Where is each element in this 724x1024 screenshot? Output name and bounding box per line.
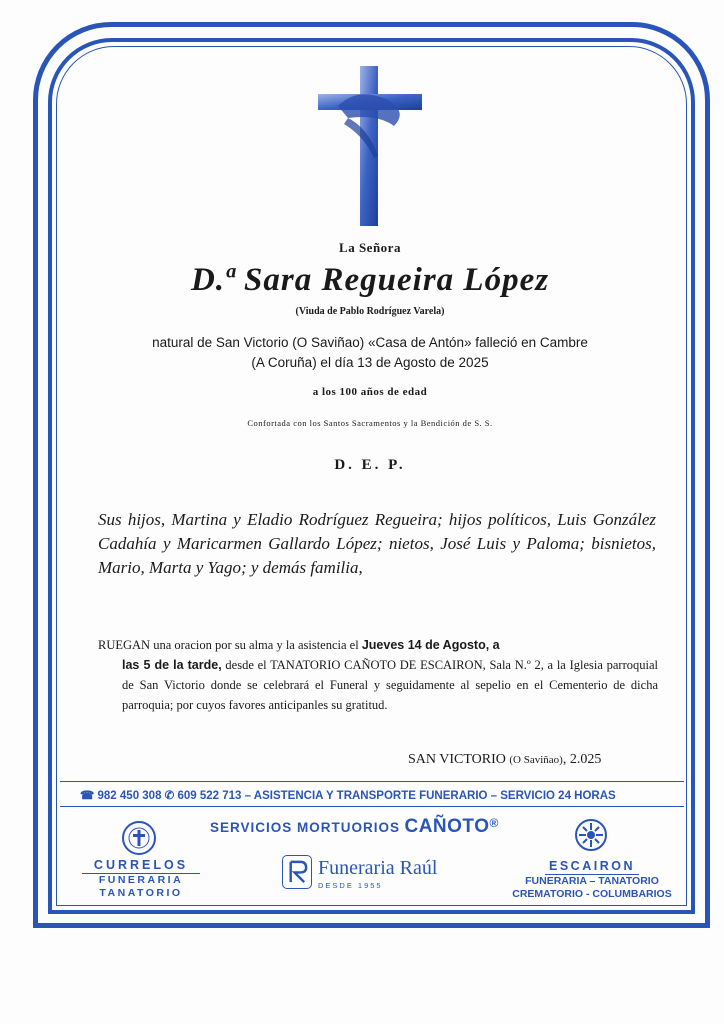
dep: D. E. P. xyxy=(334,457,406,473)
servicios-banner xyxy=(210,816,498,838)
firma-year: , 2.025 xyxy=(562,752,602,767)
deceased-name: D.ª Sara Regueira López xyxy=(190,262,550,298)
origin-line-1: natural de San Victorio (O Saviñao) «Casa de Antón» falleció en Cambre xyxy=(152,335,588,350)
signature-place xyxy=(408,752,601,768)
ruegan-text-2: desde el TANATORIO CAÑOTO DE ESCAIRON, Sala N.º 2, a la Iglesia parroquial de San Victorio donde se celebrará el Funeral y seguidamente al sepelio en el Cementerio de dicha parroquia; por cuyos favores anticipanles su gratitud. xyxy=(122,658,658,712)
escairon-line-1: FUNERARIA – TANATORIO xyxy=(525,875,659,887)
raul-emblem-icon xyxy=(282,855,312,889)
escairon-line-2: CREMATORIO - COLUMBARIOS xyxy=(512,888,672,900)
raul-title: Funeraria Raúl xyxy=(318,857,438,879)
currelos-block xyxy=(82,858,200,900)
registered-mark: ® xyxy=(489,816,499,830)
footer-top-line xyxy=(60,781,684,782)
firma-sub: (O Saviñao) xyxy=(509,754,563,766)
ruegan-time: las 5 de la tarde, xyxy=(122,658,222,672)
ruegan-rest xyxy=(98,655,658,715)
family-paragraph: Sus hijos, Martina y Eladio Rodríguez Regueira; hijos políticos, Luis González Cadahía y Maricarmen Gallardo López; nietos, José Luis y Paloma; bisnietos, Mario, Marta y Yago; y demás familia, xyxy=(98,510,656,577)
sacraments-line: Confortada con los Santos Sacramentos y la Bendición de S. S. xyxy=(247,418,493,428)
servicios-label: SERVICIOS MORTUORIOS xyxy=(210,820,401,835)
currelos-seal-icon xyxy=(117,820,161,856)
currelos-title: CURRELOS xyxy=(82,858,200,874)
phones-line: ☎ 982 450 308 ✆ 609 522 713 – ASISTENCIA Y TRANSPORTE FUNERARIO – SERVICIO 24 HORAS xyxy=(80,790,616,802)
ruegan-paragraph xyxy=(98,635,658,715)
footer-mid-line xyxy=(60,806,684,807)
escairon-block xyxy=(502,857,682,901)
brand-name: CAÑOTO xyxy=(404,816,490,837)
ruegan-date: Jueves 14 de Agosto, a xyxy=(361,638,500,652)
age-line: a los 100 años de edad xyxy=(312,386,428,398)
origin-text xyxy=(60,333,680,373)
origin-line-2: (A Coruña) el día 13 de Agosto de 2025 xyxy=(251,355,489,370)
raul-since: DESDE 1955 xyxy=(318,881,383,890)
currelos-line-2: TANATORIO xyxy=(99,887,183,899)
escairon-title: ESCAIRON xyxy=(545,859,639,875)
escairon-seal-icon xyxy=(574,818,608,852)
funeraria-raul-logo xyxy=(282,855,442,891)
firma-place: SAN VICTORIO xyxy=(408,752,506,767)
ruegan-lead: RUEGAN xyxy=(98,638,151,652)
widow-line: (Viuda de Pablo Rodríguez Varela) xyxy=(295,306,445,317)
cross-icon xyxy=(318,66,422,230)
currelos-line-1: FUNERARIA xyxy=(98,874,184,886)
ruegan-text-1: una oracion por su alma y la asistencia el xyxy=(150,638,362,652)
la-senora: La Señora xyxy=(339,240,401,255)
